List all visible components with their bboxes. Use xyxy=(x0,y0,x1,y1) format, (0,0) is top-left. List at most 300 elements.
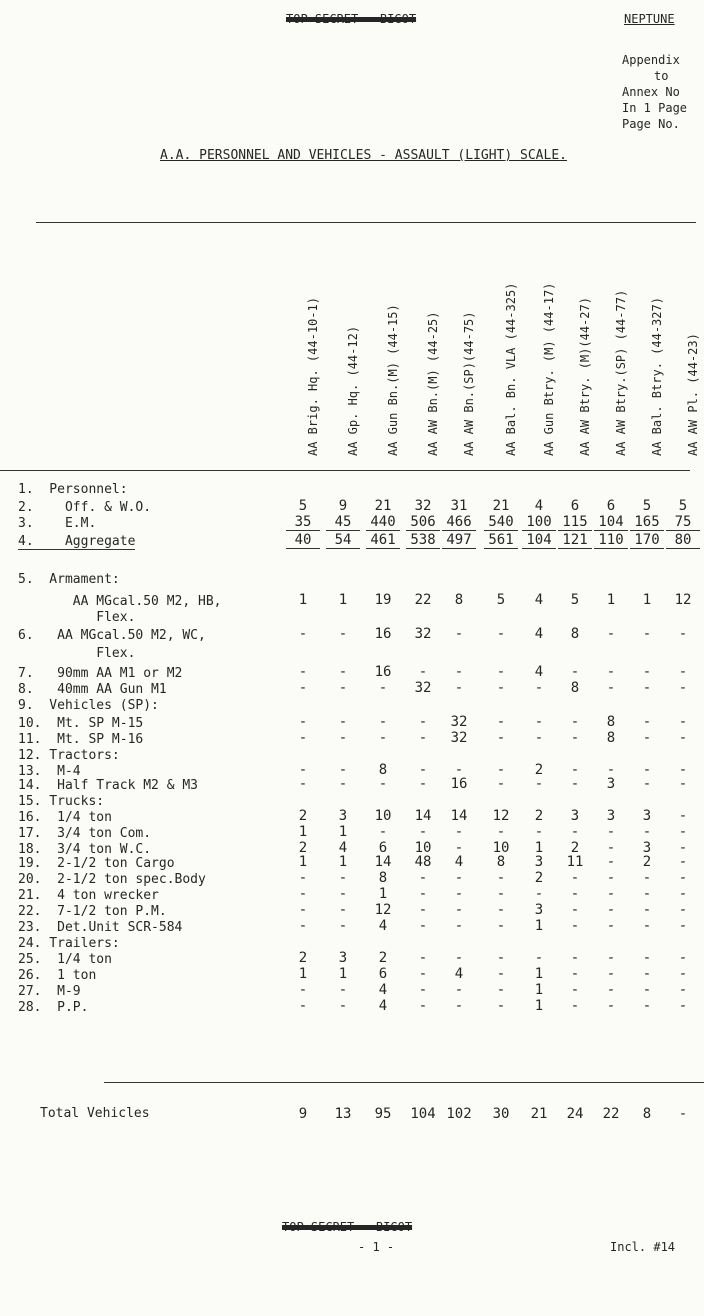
table-cell: 540 xyxy=(484,514,518,531)
table-cell: - xyxy=(496,664,506,680)
table-cell: - xyxy=(534,824,544,840)
table-cell: - xyxy=(418,966,428,982)
table-cell: - xyxy=(496,982,506,998)
table-cell: - xyxy=(418,776,428,792)
table-cell: - xyxy=(534,950,544,966)
table-cell: - xyxy=(298,730,308,746)
table-cell: - xyxy=(606,824,616,840)
table-cell: - xyxy=(534,730,544,746)
table-cell: - xyxy=(606,966,616,982)
table-cell: - xyxy=(570,730,580,746)
table-cell: 48 xyxy=(414,854,432,870)
table-cell: 538 xyxy=(406,532,440,549)
table-cell: - xyxy=(298,886,308,902)
table-cell: - xyxy=(678,950,688,966)
table-cell: - xyxy=(678,730,688,746)
row-label: 15. Trucks: xyxy=(18,794,105,809)
table-cell: - xyxy=(454,664,464,680)
table-cell: - xyxy=(642,918,652,934)
total-cell: 13 xyxy=(334,1106,352,1122)
row-label: 22. 7-1/2 ton P.M. xyxy=(18,904,167,919)
table-cell: - xyxy=(338,902,348,918)
table-cell: - xyxy=(642,950,652,966)
table-cell: - xyxy=(570,950,580,966)
table-cell: - xyxy=(678,854,688,870)
table-cell: 100 xyxy=(522,514,556,531)
table-cell: - xyxy=(418,870,428,886)
table-cell: 8 xyxy=(454,592,464,608)
table-cell: 4 xyxy=(454,854,464,870)
appendix-line: to xyxy=(654,69,669,83)
total-cell: 9 xyxy=(298,1106,308,1122)
table-cell: - xyxy=(678,680,688,696)
table-cell: 10 xyxy=(414,840,432,856)
page-title: A.A. PERSONNEL AND VEHICLES - ASSAULT (LIGHT) SCALE. xyxy=(160,148,567,163)
table-cell: 8 xyxy=(606,714,616,730)
table-cell: 497 xyxy=(442,532,476,549)
table-cell: - xyxy=(570,982,580,998)
column-header: AA AW Bn.(SP)(44-75) xyxy=(462,311,476,456)
row-label: 19. 2-1/2 ton Cargo xyxy=(18,856,175,871)
table-cell: - xyxy=(496,762,506,778)
table-cell: - xyxy=(496,730,506,746)
row-label: 27. M-9 xyxy=(18,984,81,999)
total-cell: 8 xyxy=(642,1106,652,1122)
table-cell: - xyxy=(418,714,428,730)
table-cell: - xyxy=(298,762,308,778)
table-cell: 1 xyxy=(298,592,308,608)
appendix-line: In 1 Page xyxy=(622,101,688,115)
table-cell: - xyxy=(642,680,652,696)
table-cell: 14 xyxy=(450,808,468,824)
table-cell: - xyxy=(418,664,428,680)
table-cell: 4 xyxy=(378,998,388,1014)
table-cell: - xyxy=(642,664,652,680)
table-cell: - xyxy=(678,762,688,778)
table-cell: - xyxy=(338,886,348,902)
table-cell: 1 xyxy=(338,966,348,982)
table-cell: - xyxy=(570,762,580,778)
table-cell: - xyxy=(298,664,308,680)
table-cell: - xyxy=(606,982,616,998)
column-header: AA AW Pl. (44-23) xyxy=(686,333,700,456)
table-cell: - xyxy=(338,998,348,1014)
table-cell: 3 xyxy=(338,808,348,824)
table-cell: - xyxy=(298,680,308,696)
table-cell: 12 xyxy=(674,592,692,608)
table-cell: 2 xyxy=(298,840,308,856)
total-cell: 104 xyxy=(410,1106,436,1122)
table-cell: 6 xyxy=(570,498,580,514)
table-cell: 104 xyxy=(522,532,556,549)
table-cell: 1 xyxy=(606,592,616,608)
table-cell: 5 xyxy=(678,498,688,514)
inclosure-note: Incl. #14 xyxy=(610,1240,676,1254)
table-cell: 19 xyxy=(374,592,392,608)
table-cell: - xyxy=(570,998,580,1014)
table-cell: 1 xyxy=(298,824,308,840)
table-cell: - xyxy=(496,966,506,982)
table-cell: 22 xyxy=(414,592,432,608)
table-cell: 1 xyxy=(378,886,388,902)
table-cell: 45 xyxy=(326,514,360,531)
table-cell: - xyxy=(606,870,616,886)
row-label: 17. 3/4 ton Com. xyxy=(18,826,152,841)
table-cell: - xyxy=(338,982,348,998)
table-cell: 4 xyxy=(378,982,388,998)
table-cell: - xyxy=(534,714,544,730)
table-cell: - xyxy=(606,950,616,966)
page-number: - 1 - xyxy=(358,1240,395,1254)
table-cell: 170 xyxy=(630,532,664,549)
table-cell: 4 xyxy=(338,840,348,856)
table-cell: 165 xyxy=(630,514,664,531)
table-cell: - xyxy=(496,902,506,918)
column-header: AA AW Btry.(SP) (44-77) xyxy=(614,289,628,456)
row-label: 7. 90mm AA M1 or M2 xyxy=(18,666,183,681)
table-cell: - xyxy=(642,824,652,840)
row-label: 21. 4 ton wrecker xyxy=(18,888,159,903)
table-cell: 14 xyxy=(374,854,392,870)
table-cell: - xyxy=(678,840,688,856)
table-cell: - xyxy=(678,918,688,934)
table-cell: 8 xyxy=(378,762,388,778)
total-cell: 95 xyxy=(374,1106,392,1122)
row-label: 28. P.P. xyxy=(18,1000,89,1015)
row-label: 13. M-4 xyxy=(18,764,81,779)
table-cell: 1 xyxy=(338,854,348,870)
table-cell: 31 xyxy=(450,498,468,514)
table-cell: 110 xyxy=(594,532,628,549)
row-label: 3. E.M. xyxy=(18,516,97,531)
table-cell: - xyxy=(678,902,688,918)
row-label: 25. 1/4 ton xyxy=(18,952,112,967)
table-cell: 2 xyxy=(534,762,544,778)
table-cell: 466 xyxy=(442,514,476,531)
table-cell: - xyxy=(298,626,308,642)
table-cell: 14 xyxy=(414,808,432,824)
row-label: 4. Aggregate xyxy=(18,534,136,549)
table-cell: 54 xyxy=(326,532,360,549)
row-label: 26. 1 ton xyxy=(18,968,97,983)
total-cell: 22 xyxy=(602,1106,620,1122)
table-cell: 104 xyxy=(594,514,628,531)
table-cell: - xyxy=(642,626,652,642)
classification-top-left: TOP SECRET - BIGOT xyxy=(286,12,417,26)
table-cell: - xyxy=(338,714,348,730)
table-cell: 5 xyxy=(496,592,506,608)
total-cell: 102 xyxy=(446,1106,472,1122)
table-cell: - xyxy=(570,966,580,982)
table-cell: - xyxy=(338,870,348,886)
row-label: 11. Mt. SP M-16 xyxy=(18,732,144,747)
table-cell: 6 xyxy=(378,840,388,856)
row-label: AA MGcal.50 M2, HB, xyxy=(18,594,222,609)
row-label: 16. 1/4 ton xyxy=(18,810,112,825)
table-cell: 32 xyxy=(414,498,432,514)
total-cell: 24 xyxy=(566,1106,584,1122)
table-cell: - xyxy=(378,680,388,696)
table-cell: - xyxy=(642,762,652,778)
table-cell: - xyxy=(642,966,652,982)
table-cell: - xyxy=(642,902,652,918)
table-cell: - xyxy=(534,886,544,902)
table-cell: 2 xyxy=(570,840,580,856)
table-cell: - xyxy=(606,998,616,1014)
total-cell: 21 xyxy=(530,1106,548,1122)
total-cell: - xyxy=(678,1106,688,1122)
table-cell: 21 xyxy=(492,498,510,514)
column-header: AA Bal. Btry. (44-327) xyxy=(650,297,664,456)
row-label: 23. Det.Unit SCR-584 xyxy=(18,920,183,935)
table-cell: - xyxy=(454,762,464,778)
table-cell: 3 xyxy=(338,950,348,966)
table-cell: - xyxy=(298,776,308,792)
table-cell: - xyxy=(606,854,616,870)
table-cell: 1 xyxy=(534,966,544,982)
row-label: 1. Personnel: xyxy=(18,482,128,497)
header-bottom-rule xyxy=(0,470,690,471)
table-cell: 10 xyxy=(374,808,392,824)
table-cell: - xyxy=(496,870,506,886)
total-rule xyxy=(104,1082,704,1083)
table-cell: - xyxy=(678,776,688,792)
table-cell: 4 xyxy=(534,626,544,642)
column-header: AA Gun Btry. (M) (44-17) xyxy=(542,282,556,456)
row-label: 2. Off. & W.O. xyxy=(18,500,152,515)
table-cell: - xyxy=(678,966,688,982)
table-cell: 16 xyxy=(374,664,392,680)
table-cell: - xyxy=(642,870,652,886)
table-cell: 32 xyxy=(450,714,468,730)
table-cell: 8 xyxy=(496,854,506,870)
table-cell: 1 xyxy=(298,854,308,870)
table-cell: 16 xyxy=(374,626,392,642)
table-cell: 3 xyxy=(642,808,652,824)
table-cell: 1 xyxy=(338,824,348,840)
table-cell: - xyxy=(454,982,464,998)
table-cell: 2 xyxy=(534,808,544,824)
table-cell: - xyxy=(678,870,688,886)
row-label: 18. 3/4 ton W.C. xyxy=(18,842,152,857)
table-cell: 5 xyxy=(642,498,652,514)
table-cell: - xyxy=(378,824,388,840)
table-cell: - xyxy=(678,714,688,730)
table-cell: - xyxy=(570,714,580,730)
column-header: AA Brig. Hq. (44-10-1) xyxy=(306,297,320,456)
table-cell: - xyxy=(338,776,348,792)
table-cell: 80 xyxy=(666,532,700,549)
row-label: 20. 2-1/2 ton spec.Body xyxy=(18,872,206,887)
column-header: AA Bal. Bn. VLA (44-325) xyxy=(504,282,518,456)
table-cell: 1 xyxy=(534,918,544,934)
table-cell: 3 xyxy=(606,808,616,824)
table-cell: - xyxy=(606,664,616,680)
table-cell: - xyxy=(678,998,688,1014)
total-vehicles-label: Total Vehicles xyxy=(40,1106,150,1121)
table-cell: - xyxy=(570,664,580,680)
table-cell: - xyxy=(418,762,428,778)
table-cell: 6 xyxy=(378,966,388,982)
table-cell: - xyxy=(642,886,652,902)
table-cell: 1 xyxy=(534,982,544,998)
table-cell: - xyxy=(606,886,616,902)
table-cell: - xyxy=(606,626,616,642)
table-cell: - xyxy=(454,824,464,840)
table-cell: - xyxy=(496,886,506,902)
table-cell: 121 xyxy=(558,532,592,549)
table-cell: - xyxy=(454,918,464,934)
table-cell: 3 xyxy=(606,776,616,792)
table-cell: 2 xyxy=(298,808,308,824)
table-cell: 461 xyxy=(366,532,400,549)
table-cell: - xyxy=(298,714,308,730)
table-cell: - xyxy=(496,918,506,934)
table-cell: - xyxy=(642,982,652,998)
table-cell: - xyxy=(678,664,688,680)
table-cell: - xyxy=(606,840,616,856)
table-cell: 3 xyxy=(534,854,544,870)
table-cell: - xyxy=(338,626,348,642)
table-cell: - xyxy=(496,680,506,696)
row-label: 12. Tractors: xyxy=(18,748,120,763)
table-cell: - xyxy=(338,680,348,696)
table-cell: - xyxy=(496,998,506,1014)
table-cell: - xyxy=(454,950,464,966)
table-cell: 2 xyxy=(534,870,544,886)
table-cell: 40 xyxy=(286,532,320,549)
table-cell: - xyxy=(570,918,580,934)
table-cell: 506 xyxy=(406,514,440,531)
table-cell: - xyxy=(298,982,308,998)
table-cell: - xyxy=(378,714,388,730)
row-label: 6. AA MGcal.50 M2, WC, xyxy=(18,628,206,643)
table-cell: 4 xyxy=(534,498,544,514)
row-label: 8. 40mm AA Gun M1 xyxy=(18,682,167,697)
table-cell: 5 xyxy=(298,498,308,514)
table-cell: 12 xyxy=(374,902,392,918)
table-cell: 3 xyxy=(534,902,544,918)
table-cell: - xyxy=(338,918,348,934)
row-label: Flex. xyxy=(18,610,136,625)
table-cell: - xyxy=(338,762,348,778)
table-cell: 4 xyxy=(454,966,464,982)
table-cell: 8 xyxy=(378,870,388,886)
table-cell: - xyxy=(298,998,308,1014)
table-cell: - xyxy=(678,982,688,998)
table-cell: 2 xyxy=(298,950,308,966)
table-cell: 2 xyxy=(642,854,652,870)
table-cell: - xyxy=(642,714,652,730)
table-cell: - xyxy=(418,950,428,966)
column-header: AA AW Btry. (M)(44-27) xyxy=(578,297,592,456)
table-cell: - xyxy=(454,998,464,1014)
table-cell: 16 xyxy=(450,776,468,792)
table-cell: 440 xyxy=(366,514,400,531)
table-cell: 8 xyxy=(606,730,616,746)
table-cell: - xyxy=(570,870,580,886)
table-cell: 9 xyxy=(338,498,348,514)
table-cell: 32 xyxy=(414,626,432,642)
appendix-block xyxy=(622,52,687,132)
table-cell: 1 xyxy=(642,592,652,608)
table-cell: 11 xyxy=(566,854,584,870)
table-cell: - xyxy=(606,918,616,934)
table-cell: 6 xyxy=(606,498,616,514)
table-cell: - xyxy=(454,840,464,856)
table-cell: 1 xyxy=(338,592,348,608)
row-label: 14. Half Track M2 & M3 xyxy=(18,778,199,793)
table-cell: - xyxy=(454,626,464,642)
appendix-line: Annex No xyxy=(622,85,680,99)
table-cell: 1 xyxy=(534,840,544,856)
table-cell: 8 xyxy=(570,626,580,642)
table-cell: - xyxy=(338,730,348,746)
table-cell: - xyxy=(678,886,688,902)
table-cell: 115 xyxy=(558,514,592,531)
row-label: 5. Armament: xyxy=(18,572,120,587)
classification-top-right: NEPTUNE xyxy=(624,12,675,26)
row-label: 9. Vehicles (SP): xyxy=(18,698,159,713)
table-cell: - xyxy=(418,824,428,840)
table-cell: - xyxy=(298,902,308,918)
table-cell: - xyxy=(534,680,544,696)
table-cell: - xyxy=(496,950,506,966)
table-cell: 561 xyxy=(484,532,518,549)
table-cell: - xyxy=(678,824,688,840)
table-cell: 8 xyxy=(570,680,580,696)
table-cell: - xyxy=(606,902,616,918)
table-cell: 12 xyxy=(492,808,510,824)
table-cell: - xyxy=(678,808,688,824)
table-cell: - xyxy=(534,776,544,792)
row-label: Flex. xyxy=(18,646,136,661)
table-cell: - xyxy=(642,998,652,1014)
table-cell: 4 xyxy=(534,664,544,680)
table-cell: 3 xyxy=(642,840,652,856)
table-cell: - xyxy=(496,776,506,792)
table-cell: - xyxy=(496,824,506,840)
table-cell: - xyxy=(378,776,388,792)
classification-bottom: TOP SECRET - BIGOT xyxy=(282,1220,413,1234)
table-cell: - xyxy=(418,998,428,1014)
column-header: AA Gp. Hq. (44-12) xyxy=(346,325,360,456)
table-cell: 21 xyxy=(374,498,392,514)
table-cell: 4 xyxy=(378,918,388,934)
table-cell: - xyxy=(298,870,308,886)
table-cell: - xyxy=(678,626,688,642)
table-cell: 3 xyxy=(570,808,580,824)
table-cell: - xyxy=(606,680,616,696)
table-cell: - xyxy=(418,902,428,918)
table-cell: - xyxy=(338,664,348,680)
column-header: AA AW Bn.(M) (44-25) xyxy=(426,311,440,456)
table-cell: - xyxy=(642,730,652,746)
appendix-line: Appendix xyxy=(622,53,680,67)
table-cell: - xyxy=(570,902,580,918)
table-cell: - xyxy=(496,626,506,642)
table-cell: 10 xyxy=(492,840,510,856)
table-cell: 35 xyxy=(286,514,320,531)
table-cell: - xyxy=(496,714,506,730)
table-cell: - xyxy=(378,730,388,746)
row-label: 10. Mt. SP M-15 xyxy=(18,716,144,731)
row-label: 24. Trailers: xyxy=(18,936,120,951)
table-cell: - xyxy=(606,762,616,778)
appendix-line: Page No. xyxy=(622,117,680,131)
table-cell: 5 xyxy=(570,592,580,608)
table-cell: - xyxy=(454,886,464,902)
